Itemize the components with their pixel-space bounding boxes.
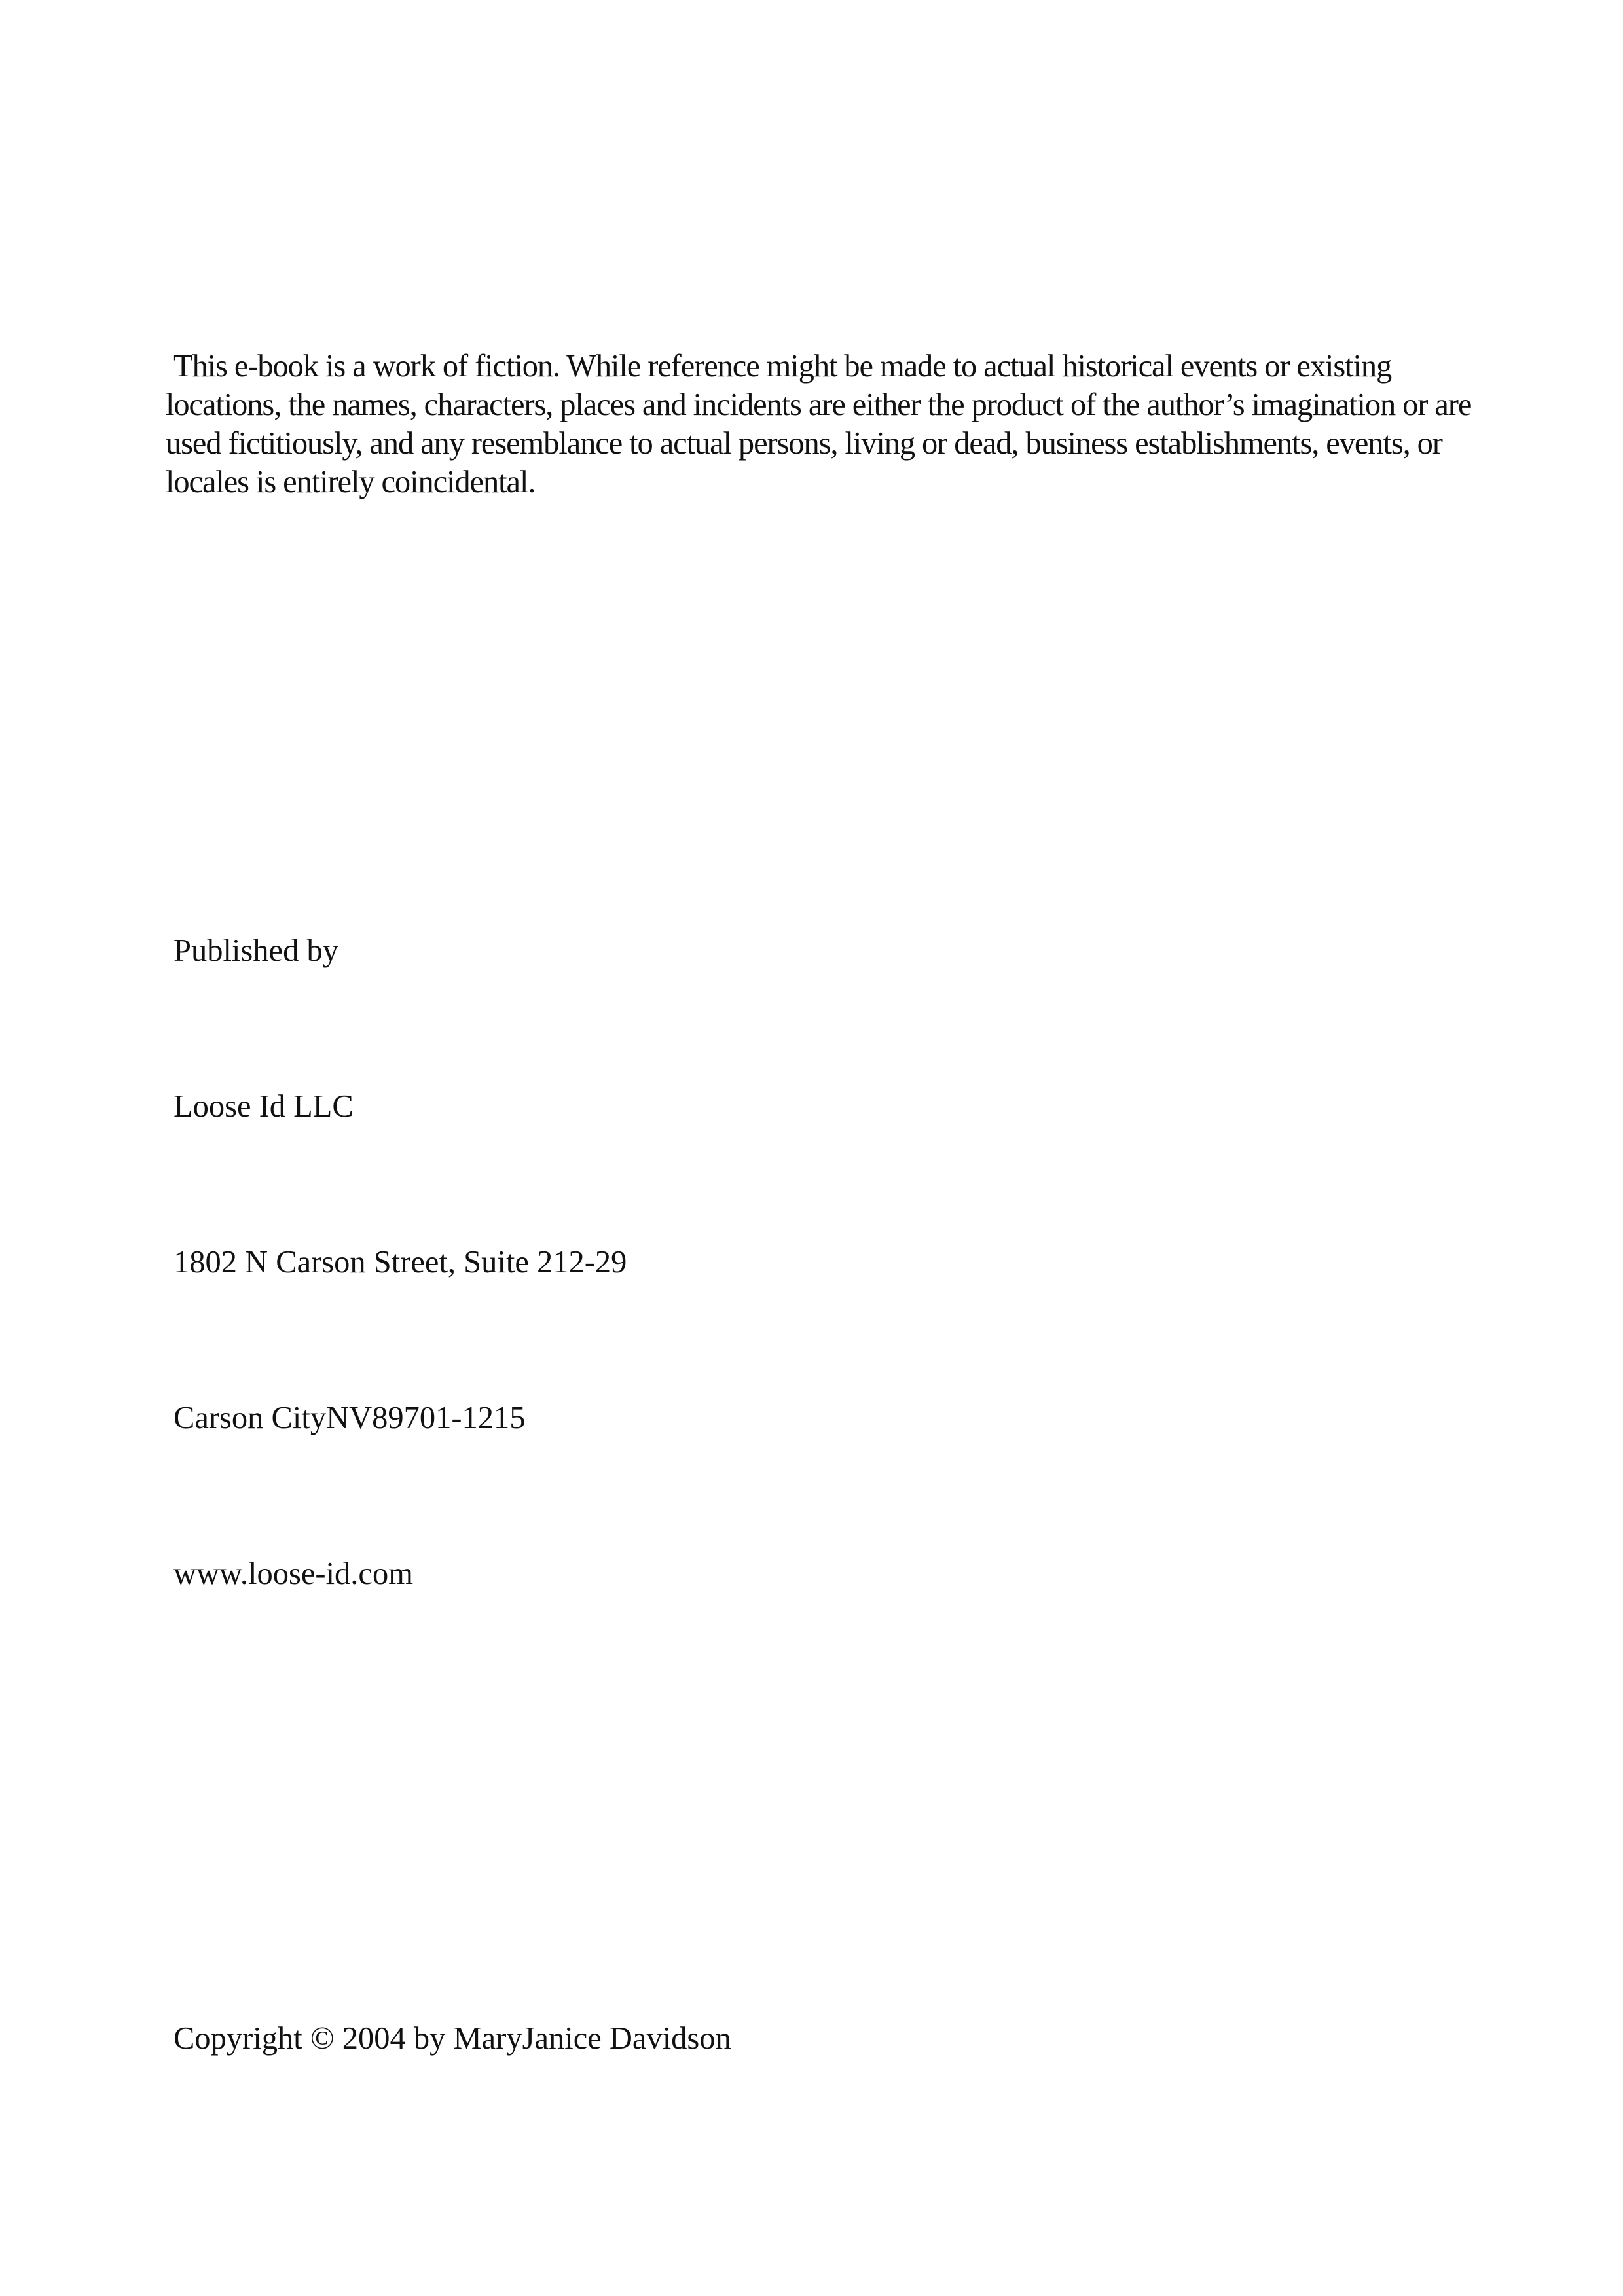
publisher-street-address: 1802 N Carson Street, Suite 212-29	[173, 1245, 627, 1280]
copyright-notice: Copyright © 2004 by MaryJanice Davidson	[173, 2021, 731, 2056]
publisher-city-state-zip: Carson CityNV89701-1215	[173, 1401, 526, 1435]
publisher-website: www.loose-id.com	[173, 1556, 413, 1591]
published-by-label: Published by	[173, 933, 338, 968]
fiction-disclaimer: This e-book is a work of fiction. While reference might be made to actual historical events or existing locations, the names, characters, places and incidents are either the product of the author’s imagination or are used fictitiously, and any resemblance to actual persons, living or dead, business establishments, events, or locales is entirely coincidental.	[166, 349, 1472, 499]
publisher-name: Loose Id LLC	[173, 1089, 354, 1124]
